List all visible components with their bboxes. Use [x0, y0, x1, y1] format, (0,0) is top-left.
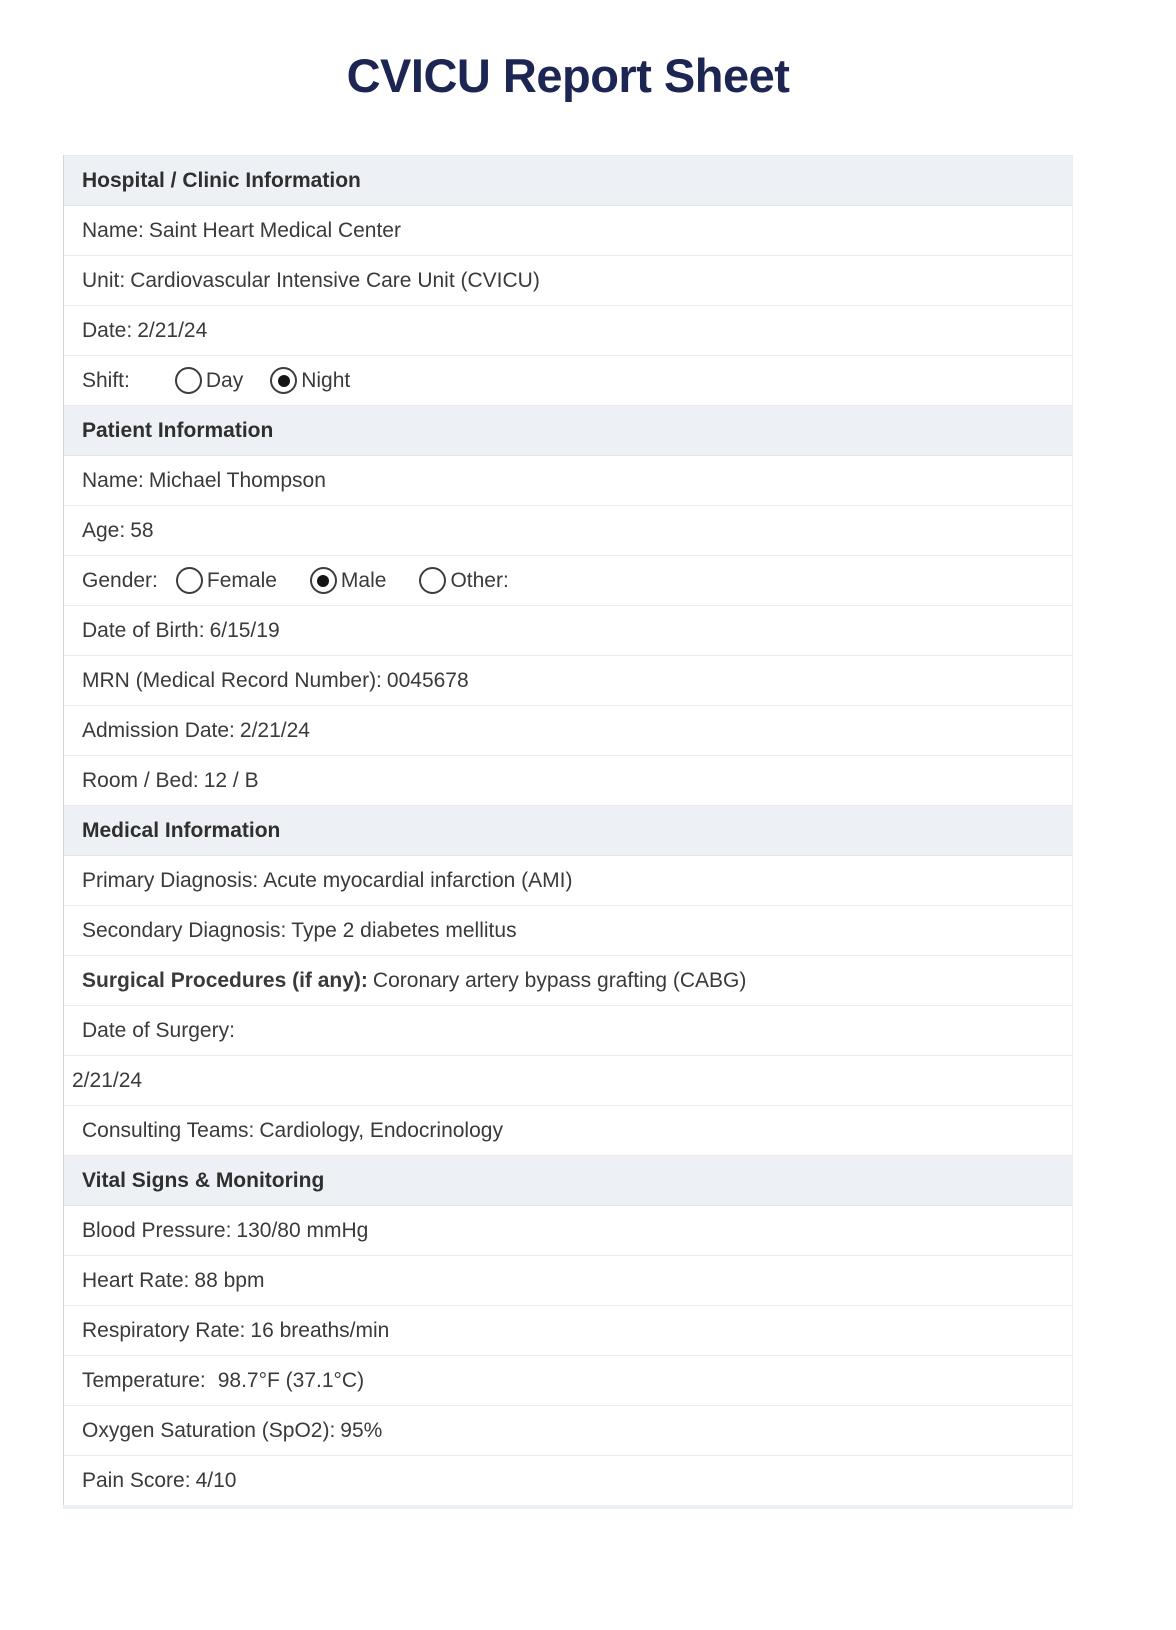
row-heart-rate	[64, 1256, 1072, 1306]
hospital-name-label: Name:	[82, 218, 144, 242]
row-hospital-name	[64, 206, 1072, 256]
row-date-of-surgery	[64, 1006, 1072, 1056]
radio-gender-female-icon[interactable]	[176, 567, 203, 594]
hospital-unit-label: Unit:	[82, 268, 126, 292]
dob-label: Date of Birth:	[82, 618, 205, 642]
surgical-procedures-value: Coronary artery bypass grafting (CABG)	[372, 968, 747, 992]
room-bed-value: 12 / B	[203, 768, 259, 792]
oxygen-saturation-value: 95%	[340, 1418, 383, 1442]
row-blood-pressure	[64, 1206, 1072, 1256]
row-hospital-date	[64, 306, 1072, 356]
consulting-teams-label: Consulting Teams:	[82, 1118, 255, 1142]
row-hospital-unit	[64, 256, 1072, 306]
dob-value: 6/15/19	[209, 618, 280, 642]
shift-label: Shift:	[82, 368, 130, 392]
hospital-unit-value: Cardiovascular Intensive Care Unit (CVICU)	[130, 268, 540, 292]
next-section-sliver	[63, 1505, 1073, 1509]
row-date-of-surgery-entry	[64, 1056, 1072, 1106]
blood-pressure-label: Blood Pressure:	[82, 1218, 232, 1242]
row-oxygen-saturation	[64, 1406, 1072, 1456]
primary-diagnosis-value: Acute myocardial infarction (AMI)	[263, 868, 573, 892]
patient-name-label: Name:	[82, 468, 144, 492]
radio-shift-day-icon[interactable]	[175, 367, 202, 394]
row-shift	[64, 356, 1072, 406]
date-of-surgery-label: Date of Surgery:	[82, 1018, 235, 1042]
row-patient-age	[64, 506, 1072, 556]
hospital-date-value: 2/21/24	[137, 318, 208, 342]
row-secondary-diagnosis	[64, 906, 1072, 956]
respiratory-rate-label: Respiratory Rate:	[82, 1318, 246, 1342]
section-header-vitals	[64, 1156, 1072, 1206]
row-patient-name	[64, 456, 1072, 506]
section-header-label: Hospital / Clinic Information	[82, 168, 361, 192]
primary-diagnosis-label: Primary Diagnosis:	[82, 868, 259, 892]
patient-age-value: 58	[130, 518, 154, 542]
hospital-date-label: Date:	[82, 318, 133, 342]
row-room-bed	[64, 756, 1072, 806]
page-title: CVICU Report Sheet	[346, 49, 790, 102]
respiratory-rate-value: 16 breaths/min	[250, 1318, 390, 1342]
date-of-surgery-entry-value: 2/21/24	[72, 1068, 143, 1092]
radio-gender-other-icon[interactable]	[419, 567, 446, 594]
row-admission-date	[64, 706, 1072, 756]
radio-shift-day-label: Day	[205, 368, 244, 392]
row-respiratory-rate	[64, 1306, 1072, 1356]
heart-rate-value: 88 bpm	[194, 1268, 265, 1292]
consulting-teams-value: Cardiology, Endocrinology	[259, 1118, 503, 1142]
radio-option-gender-male[interactable]	[310, 567, 387, 594]
section-header-medical	[64, 806, 1072, 856]
patient-name-value: Michael Thompson	[148, 468, 326, 492]
section-header-patient	[64, 406, 1072, 456]
row-pain-score	[64, 1456, 1072, 1506]
section-header-label: Medical Information	[82, 818, 281, 842]
patient-age-label: Age:	[82, 518, 126, 542]
pain-score-label: Pain Score:	[82, 1468, 191, 1492]
row-consulting-teams	[64, 1106, 1072, 1156]
radio-option-gender-female[interactable]	[176, 567, 277, 594]
hospital-name-value: Saint Heart Medical Center	[148, 218, 401, 242]
row-temperature	[64, 1356, 1072, 1406]
row-mrn	[64, 656, 1072, 706]
temperature-label: Temperature:	[82, 1368, 206, 1392]
radio-gender-other-label: Other:	[450, 568, 509, 592]
room-bed-label: Room / Bed:	[82, 768, 199, 792]
radio-option-shift-day[interactable]	[175, 367, 243, 394]
radio-shift-night-icon[interactable]	[270, 367, 297, 394]
radio-gender-male-icon[interactable]	[310, 567, 337, 594]
temperature-value: 98.7°F (37.1°C)	[217, 1368, 365, 1392]
section-header-hospital	[64, 156, 1072, 206]
admission-date-label: Admission Date:	[82, 718, 235, 742]
row-gender	[64, 556, 1072, 606]
pain-score-value: 4/10	[195, 1468, 237, 1492]
surgical-procedures-label: Surgical Procedures (if any):	[82, 968, 368, 992]
report-table	[63, 155, 1073, 1506]
row-dob	[64, 606, 1072, 656]
row-surgical-procedures	[64, 956, 1072, 1006]
mrn-label: MRN (Medical Record Number):	[82, 668, 382, 692]
radio-gender-female-label: Female	[206, 568, 277, 592]
gender-label: Gender:	[82, 568, 158, 592]
secondary-diagnosis-label: Secondary Diagnosis:	[82, 918, 287, 942]
radio-option-shift-night[interactable]	[270, 367, 350, 394]
section-header-label: Vital Signs & Monitoring	[82, 1168, 325, 1192]
radio-option-gender-other[interactable]	[419, 567, 508, 594]
section-header-label: Patient Information	[82, 418, 274, 442]
admission-date-value: 2/21/24	[239, 718, 310, 742]
radio-shift-night-label: Night	[301, 368, 351, 392]
radio-gender-male-label: Male	[340, 568, 387, 592]
oxygen-saturation-label: Oxygen Saturation (SpO2):	[82, 1418, 336, 1442]
secondary-diagnosis-value: Type 2 diabetes mellitus	[291, 918, 517, 942]
blood-pressure-value: 130/80 mmHg	[236, 1218, 369, 1242]
row-primary-diagnosis	[64, 856, 1072, 906]
heart-rate-label: Heart Rate:	[82, 1268, 190, 1292]
mrn-value: 0045678	[386, 668, 469, 692]
